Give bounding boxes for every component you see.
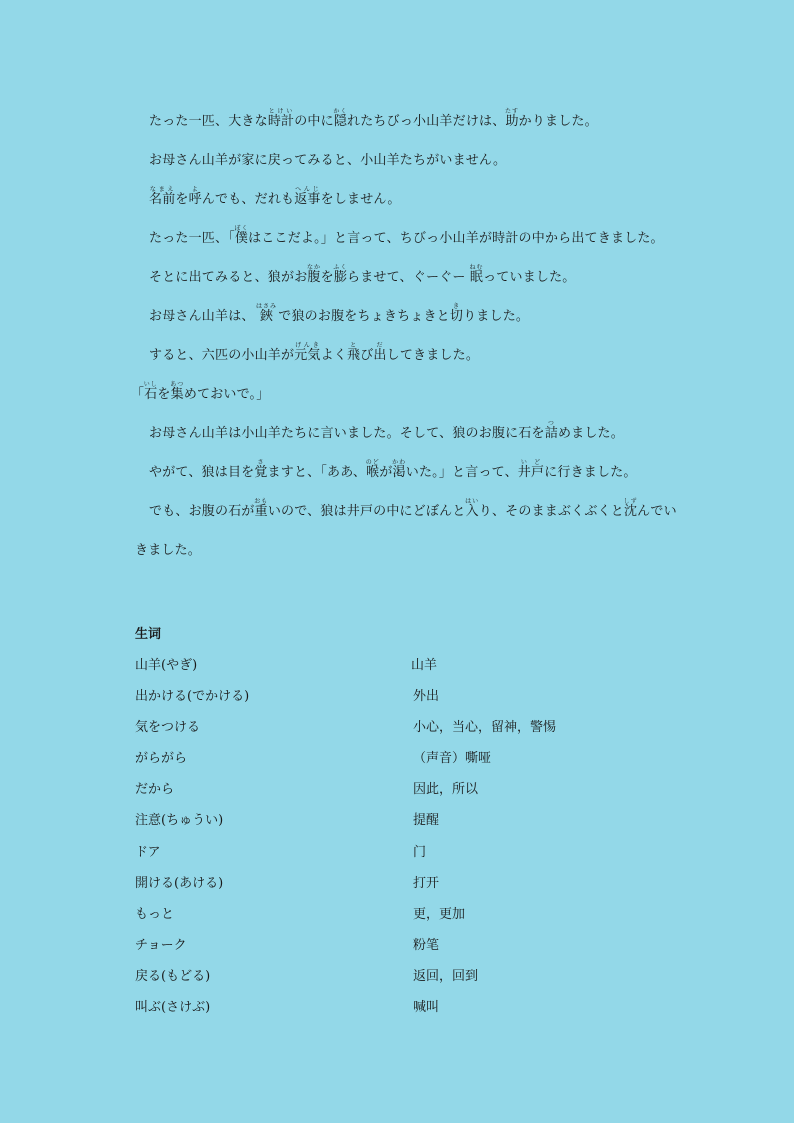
furigana-word — [544, 420, 558, 441]
vocabulary-term: だから — [135, 782, 175, 798]
text-segment: を — [157, 387, 171, 402]
text-segment: をしません。 — [320, 192, 401, 207]
vocabulary-meaning: 外出 — [413, 689, 440, 705]
text-segment: してきました。 — [386, 348, 480, 363]
vocabulary-meaning: 打开 — [413, 875, 440, 891]
story-paragraph — [135, 492, 680, 570]
text-segment: お母さん山羊は、 — [149, 309, 259, 324]
furigana-word — [143, 381, 158, 402]
furigana-reading: かく — [333, 108, 348, 115]
furigana-word — [307, 264, 322, 285]
kanji-base: 覚 — [254, 465, 268, 480]
story-paragraph — [135, 453, 680, 492]
text-segment: で狼のお腹をちょきちょきと — [273, 309, 450, 324]
vocabulary-row — [135, 743, 680, 774]
kanji-base: 隠 — [333, 114, 348, 129]
vocabulary-row — [135, 650, 680, 681]
text-segment: やがて、狼は目を — [149, 465, 255, 480]
text-segment: んでいきました。 — [135, 504, 677, 558]
furigana-reading: へんじ — [294, 186, 321, 193]
kanji-base: 石 — [143, 387, 158, 402]
furigana-word — [254, 498, 269, 519]
vocabulary-term: 山羊(やぎ) — [135, 658, 198, 673]
story-paragraph — [135, 141, 680, 180]
vocabulary-term: 気をつける — [135, 720, 201, 736]
furigana-word — [517, 459, 545, 480]
kanji-base: 沈 — [623, 504, 638, 519]
vocabulary-row — [135, 805, 680, 836]
furigana-word — [465, 498, 480, 519]
vocabulary-row — [135, 837, 680, 868]
vocabulary-meaning: 返回，回到 — [413, 968, 479, 984]
furigana-word — [373, 342, 387, 363]
text-segment: いので、狼は井戸の中にどぼんと — [267, 504, 466, 519]
story-paragraph — [131, 375, 680, 414]
vocabulary-term: ドア — [135, 844, 161, 860]
story-paragraph — [135, 102, 680, 141]
vocabulary-meaning: 更，更加 — [413, 906, 466, 922]
story-paragraph — [135, 297, 680, 336]
furigana-word — [623, 498, 638, 519]
furigana-word — [333, 264, 348, 285]
text-segment: を — [175, 192, 189, 207]
story-paragraph — [135, 258, 680, 297]
furigana-reading: のど — [365, 459, 380, 466]
furigana-reading: しず — [623, 498, 638, 505]
furigana-reading: ねむ — [469, 264, 484, 271]
kanji-base: 返事 — [294, 192, 321, 207]
vocabulary-row — [135, 899, 680, 930]
story-paragraph — [135, 180, 680, 219]
furigana-reading: あつ — [170, 381, 185, 388]
text-segment: お母さん山羊が家に戻ってみると、小山羊たちがいません。 — [149, 153, 507, 168]
furigana-word — [469, 264, 484, 285]
text-segment: が — [379, 465, 393, 480]
furigana-reading: ふく — [333, 264, 348, 271]
vocabulary-meaning: 山羊 — [411, 658, 438, 673]
vocabulary-term: 叫ぶ(さけぶ) — [135, 1000, 211, 1016]
text-segment: を — [320, 270, 334, 285]
text-segment: そとに出てみると、狼がお — [149, 270, 308, 285]
vocabulary-row — [135, 930, 680, 961]
story-paragraph — [135, 219, 680, 258]
vocabulary-list — [135, 650, 680, 1023]
kanji-base: 呼 — [188, 192, 202, 207]
vocabulary-meaning: 小心，当心，留神，警惕 — [413, 720, 557, 736]
furigana-reading: いど — [517, 459, 545, 466]
furigana-word — [294, 186, 321, 207]
furigana-word — [188, 186, 202, 207]
furigana-word — [294, 342, 321, 363]
vocabulary-term: がらがら — [135, 751, 188, 767]
text-segment: よく — [320, 348, 348, 363]
vocabulary-term: チョーク — [135, 937, 187, 953]
furigana-word — [505, 108, 520, 129]
text-segment: り、そのままぶくぶくと — [478, 504, 624, 519]
vocabulary-meaning: 粉笔 — [413, 937, 440, 953]
kanji-base: 入 — [465, 504, 480, 519]
furigana-reading: おも — [254, 498, 269, 505]
kanji-base: 腹 — [307, 270, 322, 285]
vocabulary-row — [135, 774, 680, 805]
kanji-base: 集 — [170, 387, 185, 402]
vocabulary-heading: 生词 — [135, 627, 162, 642]
text-segment: たった一匹、「 — [149, 231, 235, 246]
furigana-reading: つ — [544, 420, 558, 427]
kanji-base: 井戸 — [517, 465, 545, 480]
kanji-base: 助 — [505, 114, 520, 129]
text-segment: たった一匹、大きな — [149, 114, 268, 129]
furigana-reading: なか — [307, 264, 322, 271]
furigana-word — [267, 108, 295, 129]
furigana-reading: なまえ — [149, 186, 176, 193]
furigana-word — [449, 303, 464, 324]
furigana-word — [170, 381, 185, 402]
kanji-base: 飛 — [347, 348, 361, 363]
kanji-base: 眠 — [469, 270, 484, 285]
furigana-word — [254, 459, 268, 480]
kanji-base: 喉 — [365, 465, 380, 480]
furigana-reading: とけい — [267, 108, 295, 115]
furigana-reading: さ — [254, 459, 268, 466]
text-segment: いた。」と言って、 — [405, 465, 518, 480]
furigana-word — [255, 303, 277, 324]
text-segment: ますと、「ああ、 — [267, 465, 367, 480]
furigana-reading: だ — [373, 342, 387, 349]
text-segment: び — [360, 348, 374, 363]
furigana-word — [392, 459, 407, 480]
kanji-base: 鋏 — [255, 309, 277, 324]
furigana-reading: かわ — [392, 459, 407, 466]
vocabulary-row — [135, 992, 680, 1023]
story-paragraph — [135, 336, 680, 375]
vocabulary-term: 戻る(もどる) — [135, 968, 211, 984]
furigana-reading: げんき — [294, 342, 321, 349]
kanji-base: 元気 — [294, 348, 321, 363]
kanji-base: 時計 — [267, 114, 295, 129]
vocabulary-meaning: 因此，所以 — [413, 782, 479, 798]
kanji-base: 膨 — [333, 270, 348, 285]
vocabulary-meaning: （声音）嘶哑 — [413, 751, 492, 767]
text-segment: れたちびっ小山羊だけは、 — [347, 114, 506, 129]
furigana-reading: き — [449, 303, 464, 310]
furigana-reading: よ — [188, 186, 202, 193]
furigana-word — [234, 225, 249, 246]
text-segment: っていました。 — [483, 270, 576, 285]
text-segment: に行きました。 — [544, 465, 637, 480]
text-segment: かりました。 — [518, 114, 598, 129]
furigana-reading: はい — [465, 498, 480, 505]
furigana-reading: たす — [505, 108, 520, 115]
furigana-word — [333, 108, 348, 129]
vocabulary-row — [135, 961, 680, 992]
furigana-reading: はさみ — [255, 303, 277, 310]
furigana-reading: と — [347, 342, 361, 349]
story-text — [131, 102, 680, 570]
vocabulary-meaning: 喊叫 — [413, 1000, 440, 1016]
text-segment: はここだよ。」と言って、ちびっ小山羊が時計の中から出てきました。 — [248, 231, 664, 246]
vocabulary-row — [135, 868, 680, 899]
kanji-base: 詰 — [544, 426, 558, 441]
text-segment: でも、お腹の石が — [149, 504, 255, 519]
vocabulary-section — [135, 620, 680, 1023]
vocabulary-term: 開ける(あける) — [135, 875, 224, 891]
text-segment: すると、六匹の小山羊が — [149, 348, 295, 363]
text-segment: らませて、ぐーぐー — [347, 270, 470, 285]
kanji-base: 重 — [254, 504, 269, 519]
story-paragraph — [135, 414, 680, 453]
vocabulary-term: もっと — [135, 906, 175, 922]
vocabulary-meaning: 门 — [413, 844, 427, 860]
text-segment: めておいで。」 — [183, 387, 270, 402]
furigana-word — [149, 186, 176, 207]
kanji-base: 渇 — [392, 465, 407, 480]
kanji-base: 切 — [449, 309, 464, 324]
text-segment: お母さん山羊は小山羊たちに言いました。そして、狼のお腹に石を — [149, 426, 545, 441]
kanji-base: 僕 — [234, 231, 249, 246]
kanji-base: 出 — [373, 348, 387, 363]
vocabulary-row — [135, 712, 680, 743]
text-segment: りました。 — [463, 309, 530, 324]
text-segment: 「 — [131, 387, 145, 402]
vocabulary-term: 注意(ちゅうい) — [135, 813, 224, 829]
text-segment: めました。 — [557, 426, 624, 441]
kanji-base: 名前 — [149, 192, 176, 207]
furigana-reading: ぼく — [234, 225, 249, 232]
vocabulary-row — [135, 681, 680, 712]
furigana-word — [365, 459, 380, 480]
vocabulary-meaning: 提醒 — [413, 813, 440, 829]
furigana-reading: いし — [143, 381, 158, 388]
vocabulary-term: 出かける(でかける) — [135, 689, 250, 705]
text-segment: んでも、だれも — [201, 192, 295, 207]
text-segment: の中に — [294, 114, 334, 129]
furigana-word — [347, 342, 361, 363]
